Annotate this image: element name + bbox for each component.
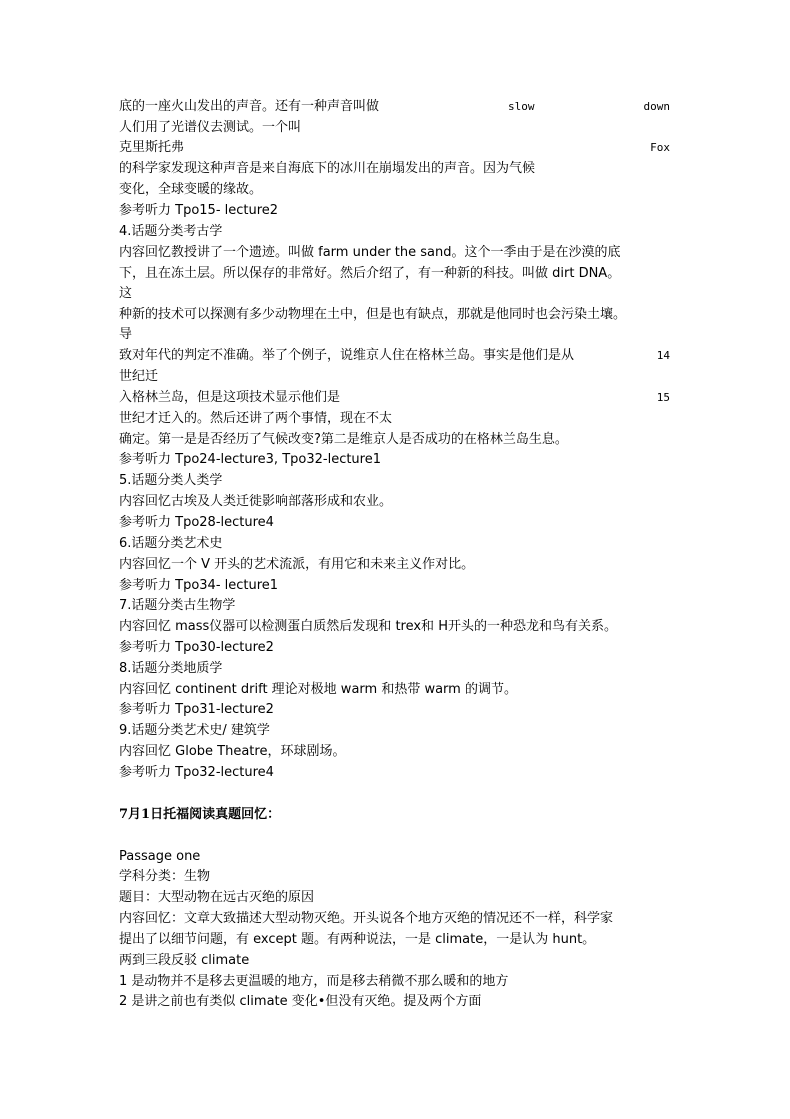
text-line [119, 388, 670, 408]
text-line: 内容回忆教授讲了一个遗迹。叫做 farm under the sand。这个一季由于是在沙漠的底 [119, 245, 621, 260]
text-line: 变化，全球变暖的缘故。 [119, 182, 263, 197]
topic-heading: 7.话题分类古生物学 [119, 598, 236, 613]
text-line: 内容回忆 Globe Theatre，环球剧场。 [119, 744, 346, 759]
line-text: 克里斯托弗 [119, 140, 185, 155]
text-line: 世纪迁 [119, 369, 159, 384]
line-text: 入格林兰岛，但是这项技术显示他们是 [119, 390, 341, 405]
text-line [119, 97, 670, 117]
text-line: 世纪才迁入的。然后还讲了两个事情，现在不太 [119, 411, 393, 426]
passage-title: Passage one [119, 849, 201, 864]
text-line: 种新的技术可以探测有多少动物埋在土中，但是也有缺点，那就是他同时也会污染土壤。 [119, 307, 627, 322]
line-inline-term: down [643, 100, 670, 113]
text-line: 内容回忆：文章大致描述大型动物灭绝。开头说各个地方灭绝的情况还不一样，科学家 [119, 911, 614, 926]
reference-line: 参考听力 Tpo15- lecture2 [119, 203, 279, 218]
text-line [119, 346, 670, 366]
topic-heading: 9.话题分类艺术史/ 建筑学 [119, 723, 270, 738]
text-line: 提出了以细节问题，有 except 题。有两种说法，一是 climate，一是认为 hunt。 [119, 932, 596, 947]
text-line: 两到三段反驳 climate [119, 953, 250, 968]
text-line: 这 [119, 286, 133, 301]
line-inline-term: slow [508, 100, 535, 113]
line-inline-term: 15 [656, 391, 670, 404]
text-line: 确定。第一是是否经历了气候改变?第二是维京人是否成功的在格林兰岛生息。 [119, 432, 568, 447]
line-text: 底的一座火山发出的声音。还有一种声音叫做 [119, 99, 380, 114]
reference-line: 参考听力 Tpo31-lecture2 [119, 702, 274, 717]
reference-line: 参考听力 Tpo32-lecture4 [119, 765, 274, 780]
text-line: 学科分类：生物 [119, 869, 211, 884]
line-text: 致对年代的判定不准确。举了个例子，说维京人住在格林兰岛。事实是他们是从 [119, 348, 575, 363]
line-inline-term: Fox [650, 141, 670, 154]
text-line: 内容回忆古埃及人类迁徙影响部落形成和农业。 [119, 494, 393, 509]
text-line: 内容回忆 continent drift 理论对极地 warm 和热带 warm 的调节。 [119, 682, 517, 697]
line-inline-term: 14 [656, 349, 670, 362]
reference-line: 参考听力 Tpo28-lecture4 [119, 515, 274, 530]
text-line: 下，且在冻土层。所以保存的非常好。然后介绍了，有一种新的科技。叫做 dirt DNA。 [119, 266, 621, 281]
topic-heading: 4.话题分类考古学 [119, 224, 223, 239]
reference-line: 参考听力 Tpo34- lecture1 [119, 578, 279, 593]
text-line: 2 是讲之前也有类似 climate 变化•但没有灭绝。提及两个方面 [119, 994, 482, 1009]
topic-heading: 5.话题分类人类学 [119, 473, 223, 488]
text-line: 内容回忆 mass仪器可以检测蛋白质然后发现和 trex和 H开头的一种恐龙和鸟有关系。 [119, 619, 617, 634]
section-heading: 7月1日托福阅读真题回忆： [119, 807, 281, 822]
text-line: 的科学家发现这种声音是来自海底下的冰川在崩塌发出的声音。因为气候 [119, 161, 536, 176]
reference-line: 参考听力 Tpo30-lecture2 [119, 640, 274, 655]
text-line [119, 138, 670, 158]
text-line: 导 [119, 327, 133, 342]
topic-heading: 8.话题分类地质学 [119, 661, 223, 676]
text-line: 1 是动物并不是移去更温暖的地方，而是移去稍微不那么暖和的地方 [119, 974, 509, 989]
text-line: 内容回忆一个 V 开头的艺术流派，有用它和未来主义作对比。 [119, 557, 475, 572]
topic-heading: 6.话题分类艺术史 [119, 536, 223, 551]
text-line: 题目：大型动物在远古灭绝的原因 [119, 890, 315, 905]
text-line: 人们用了光谱仪去测试。一个叫 [119, 120, 302, 135]
reference-line: 参考听力 Tpo24-lecture3, Tpo32-lecture1 [119, 452, 381, 467]
